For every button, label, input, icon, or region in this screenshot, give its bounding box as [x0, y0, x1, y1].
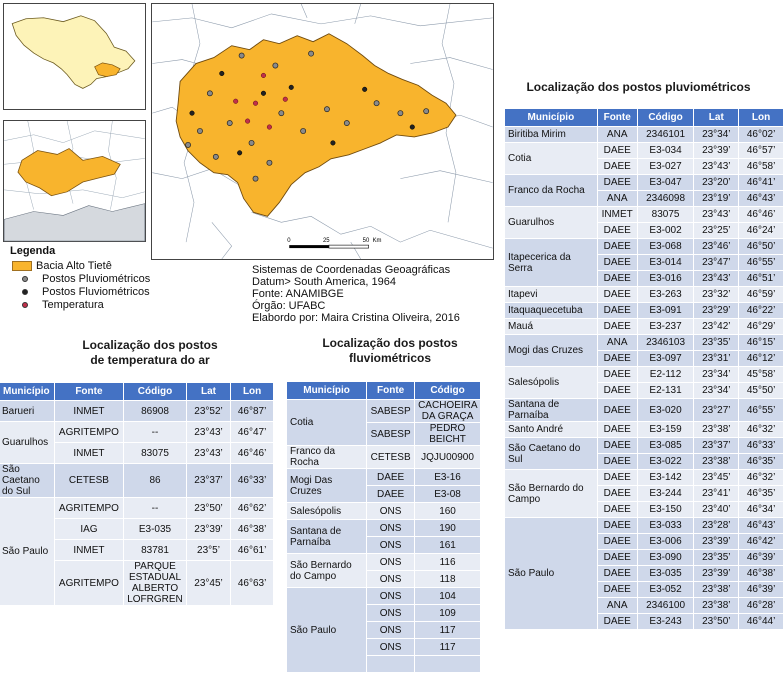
table-row: [0, 498, 274, 519]
lat-cell: 23°35’: [694, 550, 739, 566]
fonte-cell: SABESP: [367, 423, 415, 446]
credit-line: Sistemas de Coordenadas Geoagráficas: [252, 264, 451, 276]
municipality-cell: Barueri: [0, 401, 54, 422]
scale-label-50: 50: [362, 238, 370, 245]
fonte-cell: INMET: [54, 443, 124, 464]
municipality-cell: São Bernardo do Campo: [287, 554, 367, 588]
regional-map-svg: [4, 121, 145, 241]
codigo-cell: E3-142: [637, 470, 694, 486]
basin-regional: [18, 149, 120, 196]
codigo-cell: E3-035: [637, 566, 694, 582]
fonte-cell: ONS: [367, 605, 415, 622]
fonte-cell: AGRITEMPO: [54, 422, 124, 443]
fonte-cell: SABESP: [367, 400, 415, 423]
lon-cell: 46°63’: [231, 561, 274, 606]
table-row: [505, 207, 784, 223]
title-line: Localização dos postos: [322, 336, 458, 350]
codigo-cell: 83075: [637, 207, 694, 223]
legend-label: Bacia Alto Tietê: [36, 259, 112, 272]
table-row: [505, 175, 784, 191]
lat-cell: 23°43’: [694, 159, 739, 175]
lon-cell: 46°43’: [739, 518, 784, 534]
fonte-cell: IAG: [54, 519, 124, 540]
coastline: [4, 204, 145, 241]
table-row: [287, 400, 481, 423]
credit-line: Fonte: ANAMIBGE: [252, 288, 344, 300]
rain-station-dot-icon: [22, 276, 28, 282]
table-row: [505, 143, 784, 159]
municipality-cell: Guarulhos: [505, 207, 598, 239]
fonte-cell: [367, 656, 415, 673]
municipality-cell: Itapevi: [505, 287, 598, 303]
lon-cell: 45°58’: [739, 367, 784, 383]
codigo-cell: 190: [415, 520, 481, 537]
table-row: [287, 469, 481, 486]
lon-cell: 46°15’: [739, 335, 784, 351]
municipality-cell: São Paulo: [0, 498, 54, 606]
lat-cell: 23°50’: [694, 614, 739, 630]
fonte-cell: AGRITEMPO: [54, 498, 124, 519]
column-header: Código: [637, 109, 694, 127]
map-legend: [10, 245, 240, 311]
codigo-cell: 86908: [124, 401, 187, 422]
lat-cell: 23°38’: [694, 422, 739, 438]
column-header: Código: [124, 383, 187, 401]
fonte-cell: ONS: [367, 639, 415, 656]
codigo-cell: --: [124, 422, 187, 443]
table-row: [505, 335, 784, 351]
lat-cell: 23°20’: [694, 175, 739, 191]
fonte-cell: AGRITEMPO: [54, 561, 124, 606]
municipality-cell: Mogi das Cruzes: [505, 335, 598, 367]
lon-cell: 46°58’: [739, 159, 784, 175]
municipality-cell: São Paulo: [287, 588, 367, 673]
codigo-cell: E2-131: [637, 383, 694, 399]
codigo-cell: PARQUE ESTADUAL ALBERTO LOFRGREN: [124, 561, 187, 606]
lat-cell: 23°29’: [694, 303, 739, 319]
lat-cell: 23°34’: [694, 383, 739, 399]
lon-cell: 46°34’: [739, 502, 784, 518]
lat-cell: 23°47’: [694, 255, 739, 271]
fonte-cell: ONS: [367, 588, 415, 605]
codigo-cell: E3-020: [637, 399, 694, 422]
regional-map: [3, 120, 146, 242]
rain-stations-title: Localização dos postos pluviométricos: [526, 80, 751, 94]
table-row: [287, 520, 481, 537]
fonte-cell: ONS: [367, 571, 415, 588]
lat-cell: 23°42’: [694, 319, 739, 335]
lon-cell: 46°55’: [739, 255, 784, 271]
fonte-cell: DAEE: [597, 223, 637, 239]
lat-cell: 23°46’: [694, 239, 739, 255]
lon-cell: 46°44’: [739, 614, 784, 630]
table-row: [287, 446, 481, 469]
lon-cell: 46°33’: [231, 464, 274, 498]
lat-cell: 23°38’: [694, 582, 739, 598]
fonte-cell: DAEE: [597, 399, 637, 422]
municipality-cell: Santana de Parnaíba: [287, 520, 367, 554]
fonte-cell: DAEE: [597, 486, 637, 502]
lat-cell: 23°43’: [186, 422, 230, 443]
fonte-cell: DAEE: [597, 303, 637, 319]
codigo-cell: E3-097: [637, 351, 694, 367]
column-header: Lon: [231, 383, 274, 401]
sao-paulo-state-map: [3, 3, 146, 110]
lat-cell: 23°28’: [694, 518, 739, 534]
fonte-cell: CETESB: [54, 464, 124, 498]
codigo-cell: PEDRO BEICHT: [415, 423, 481, 446]
municipality-cell: São Caetano do Sul: [505, 438, 598, 470]
legend-title: Legenda: [10, 245, 56, 257]
scale-label-25: 25: [322, 238, 330, 245]
fonte-cell: DAEE: [597, 438, 637, 454]
column-header: Código: [415, 382, 481, 400]
fonte-cell: DAEE: [597, 367, 637, 383]
lon-cell: 45°50’: [739, 383, 784, 399]
fonte-cell: INMET: [597, 207, 637, 223]
codigo-cell: E3-16: [415, 469, 481, 486]
lat-cell: 23°43’: [694, 207, 739, 223]
lon-cell: 46°57’: [739, 143, 784, 159]
fonte-cell: DAEE: [597, 470, 637, 486]
table-row: [505, 438, 784, 454]
municipality-cell: Guarulhos: [0, 422, 54, 464]
column-header: Município: [505, 109, 598, 127]
lon-cell: 46°32’: [739, 470, 784, 486]
municipality-cell: Cotia: [287, 400, 367, 446]
codigo-cell: 83075: [124, 443, 187, 464]
temperature-stations-title: [40, 338, 260, 368]
table-row: [505, 367, 784, 383]
fonte-cell: DAEE: [597, 175, 637, 191]
lat-cell: 23°31’: [694, 351, 739, 367]
codigo-cell: 161: [415, 537, 481, 554]
codigo-cell: E3-035: [124, 519, 187, 540]
legend-item-basin: [10, 259, 240, 272]
codigo-cell: E3-033: [637, 518, 694, 534]
codigo-cell: 160: [415, 503, 481, 520]
fonte-cell: DAEE: [597, 566, 637, 582]
fonte-cell: ONS: [367, 520, 415, 537]
lat-cell: 23°19’: [694, 191, 739, 207]
codigo-cell: E3-002: [637, 223, 694, 239]
column-header: Município: [287, 382, 367, 400]
legend-item-flow: [10, 285, 240, 298]
lat-cell: 23°32’: [694, 287, 739, 303]
map-credits: [252, 264, 502, 324]
lat-cell: 23°39’: [694, 566, 739, 582]
table-row: [505, 422, 784, 438]
legend-label: Postos Fluviométricos: [42, 285, 150, 298]
codigo-cell: E3-047: [637, 175, 694, 191]
scale-label-km: Km: [372, 238, 382, 245]
fonte-cell: DAEE: [597, 518, 637, 534]
lat-cell: 23°39’: [186, 519, 230, 540]
table-row: [505, 319, 784, 335]
codigo-cell: E3-052: [637, 582, 694, 598]
lat-cell: 23°40’: [694, 502, 739, 518]
codigo-cell: 2346098: [637, 191, 694, 207]
credit-line: Órgão: UFABC: [252, 300, 326, 312]
codigo-cell: E3-243: [637, 614, 694, 630]
flow-stations-title: [290, 336, 490, 366]
fonte-cell: DAEE: [597, 422, 637, 438]
lat-cell: 23°25’: [694, 223, 739, 239]
lon-cell: 46°02’: [739, 127, 784, 143]
codigo-cell: E3-090: [637, 550, 694, 566]
municipality-cell: Biritiba Mirim: [505, 127, 598, 143]
table-row: [0, 464, 274, 498]
municipality-cell: Franco da Rocha: [287, 446, 367, 469]
fonte-cell: DAEE: [597, 550, 637, 566]
fonte-cell: DAEE: [597, 502, 637, 518]
credit-line: Datum> South America, 1964: [252, 276, 396, 288]
main-basin-map: [151, 3, 494, 260]
fonte-cell: DAEE: [367, 469, 415, 486]
title-line: fluviométricos: [348, 351, 432, 365]
fonte-cell: DAEE: [597, 582, 637, 598]
fonte-cell: ANA: [597, 335, 637, 351]
state-outline: [12, 16, 135, 89]
lon-cell: 46°55’: [739, 399, 784, 422]
lon-cell: 46°51’: [739, 271, 784, 287]
lon-cell: 46°28’: [739, 598, 784, 614]
municipality-cell: Santana de Parnaíba: [505, 399, 598, 422]
legend-item-rain: [10, 272, 240, 285]
codigo-cell: E3-08: [415, 486, 481, 503]
lat-cell: 23°39’: [694, 143, 739, 159]
table-row: [505, 399, 784, 422]
lat-cell: 23°35’: [694, 335, 739, 351]
codigo-cell: 116: [415, 554, 481, 571]
lon-cell: 46°41’: [739, 175, 784, 191]
municipality-cell: São Paulo: [505, 518, 598, 630]
municipality-cell: Mogi Das Cruzes: [287, 469, 367, 503]
lon-cell: 46°35’: [739, 454, 784, 470]
municipality-cell: Franco da Rocha: [505, 175, 598, 207]
table-row: [505, 239, 784, 255]
credit-line: Elabordo por: Maira Cristina Oliveira, 2016: [252, 312, 460, 324]
lon-cell: 46°61’: [231, 540, 274, 561]
codigo-cell: E3-085: [637, 438, 694, 454]
lon-cell: 46°62’: [231, 498, 274, 519]
municipality-cell: Mauá: [505, 319, 598, 335]
codigo-cell: CACHOEIRA DA GRAÇA: [415, 400, 481, 423]
fonte-cell: ONS: [367, 554, 415, 571]
lon-cell: 46°46’: [739, 207, 784, 223]
table-row: [505, 287, 784, 303]
table-row: [0, 401, 274, 422]
fonte-cell: INMET: [54, 540, 124, 561]
legend-item-temperature: [10, 298, 240, 311]
table-header-row: [287, 382, 481, 400]
lat-cell: 23°43’: [694, 271, 739, 287]
lat-cell: 23°5’: [186, 540, 230, 561]
fonte-cell: DAEE: [597, 319, 637, 335]
codigo-cell: E3-091: [637, 303, 694, 319]
lat-cell: 23°38’: [694, 598, 739, 614]
flow-station-dot-icon: [22, 289, 28, 295]
codigo-cell: E2-112: [637, 367, 694, 383]
codigo-cell: 83781: [124, 540, 187, 561]
lat-cell: 23°52’: [186, 401, 230, 422]
lat-cell: 23°39’: [694, 534, 739, 550]
fonte-cell: DAEE: [597, 287, 637, 303]
lat-cell: 23°34’: [694, 127, 739, 143]
lon-cell: 46°33’: [739, 438, 784, 454]
fonte-cell: DAEE: [597, 614, 637, 630]
lon-cell: 46°50’: [739, 239, 784, 255]
municipality-cell: São Bernardo do Campo: [505, 470, 598, 518]
codigo-cell: E3-027: [637, 159, 694, 175]
municipality-cell: Salesópolis: [505, 367, 598, 399]
fonte-cell: DAEE: [597, 271, 637, 287]
lon-cell: 46°22’: [739, 303, 784, 319]
fonte-cell: DAEE: [597, 239, 637, 255]
municipality-cell: Salesópolis: [287, 503, 367, 520]
fonte-cell: INMET: [54, 401, 124, 422]
lon-cell: 46°42’: [739, 534, 784, 550]
column-header: Lat: [694, 109, 739, 127]
lat-cell: 23°50’: [186, 498, 230, 519]
lon-cell: 46°39’: [739, 582, 784, 598]
codigo-cell: 118: [415, 571, 481, 588]
fonte-cell: DAEE: [597, 255, 637, 271]
column-header: Fonte: [597, 109, 637, 127]
fonte-cell: CETESB: [367, 446, 415, 469]
codigo-cell: 86: [124, 464, 187, 498]
codigo-cell: E3-016: [637, 271, 694, 287]
lon-cell: 46°43’: [739, 191, 784, 207]
lat-cell: 23°34’: [694, 367, 739, 383]
codigo-cell: 104: [415, 588, 481, 605]
table-row: [505, 518, 784, 534]
basin-swatch-icon: [12, 261, 32, 271]
lat-cell: 23°37’: [694, 438, 739, 454]
lat-cell: 23°27’: [694, 399, 739, 422]
table-row: [0, 422, 274, 443]
lon-cell: 46°47’: [231, 422, 274, 443]
fonte-cell: ANA: [597, 598, 637, 614]
lat-cell: 23°38’: [694, 454, 739, 470]
fonte-cell: DAEE: [597, 351, 637, 367]
codigo-cell: 117: [415, 622, 481, 639]
codigo-cell: E3-237: [637, 319, 694, 335]
column-header: Fonte: [54, 383, 124, 401]
legend-label: Temperatura: [42, 298, 104, 311]
codigo-cell: E3-034: [637, 143, 694, 159]
temperature-dot-icon: [22, 302, 28, 308]
codigo-cell: E3-244: [637, 486, 694, 502]
municipality-cell: Itaquaquecetuba: [505, 303, 598, 319]
municipality-cell: São Caetano do Sul: [0, 464, 54, 498]
codigo-cell: E3-022: [637, 454, 694, 470]
codigo-cell: E3-006: [637, 534, 694, 550]
municipality-cell: Cotia: [505, 143, 598, 175]
flow-stations-table: [286, 381, 481, 673]
codigo-cell: 2346101: [637, 127, 694, 143]
municipality-cell: Itapecerica da Serra: [505, 239, 598, 287]
scale-label-0: 0: [287, 238, 291, 245]
column-header: Lon: [739, 109, 784, 127]
state-map-svg: [4, 4, 145, 109]
temperature-stations-table: [0, 382, 274, 606]
fonte-cell: ONS: [367, 622, 415, 639]
column-header: Fonte: [367, 382, 415, 400]
fonte-cell: DAEE: [597, 159, 637, 175]
lon-cell: 46°46’: [231, 443, 274, 464]
lon-cell: 46°38’: [231, 519, 274, 540]
column-header: Município: [0, 383, 54, 401]
lon-cell: 46°24’: [739, 223, 784, 239]
lon-cell: 46°29’: [739, 319, 784, 335]
fonte-cell: ANA: [597, 191, 637, 207]
legend-label: Postos Pluviométricos: [42, 272, 151, 285]
column-header: Lat: [186, 383, 230, 401]
fonte-cell: DAEE: [367, 486, 415, 503]
codigo-cell: [415, 656, 481, 673]
codigo-cell: 2346103: [637, 335, 694, 351]
lat-cell: 23°37’: [186, 464, 230, 498]
table-row: [287, 588, 481, 605]
fonte-cell: DAEE: [597, 534, 637, 550]
table-row: [287, 554, 481, 571]
codigo-cell: E3-068: [637, 239, 694, 255]
scale-bar: [287, 238, 381, 248]
codigo-cell: E3-263: [637, 287, 694, 303]
lon-cell: 46°59’: [739, 287, 784, 303]
lon-cell: 46°39’: [739, 550, 784, 566]
title-line: de temperatura do ar: [90, 353, 210, 367]
main-map-svg: [152, 4, 493, 259]
table-header-row: [505, 109, 784, 127]
fonte-cell: ONS: [367, 537, 415, 554]
codigo-cell: --: [124, 498, 187, 519]
codigo-cell: 109: [415, 605, 481, 622]
codigo-cell: 2346100: [637, 598, 694, 614]
table-row: [505, 127, 784, 143]
basin-alto-tiete: [176, 34, 456, 217]
fonte-cell: ONS: [367, 503, 415, 520]
title-line: Localização dos postos: [82, 338, 218, 352]
fonte-cell: DAEE: [597, 383, 637, 399]
codigo-cell: E3-150: [637, 502, 694, 518]
fonte-cell: DAEE: [597, 454, 637, 470]
table-header-row: [0, 383, 274, 401]
lat-cell: 23°43’: [186, 443, 230, 464]
table-row: [505, 303, 784, 319]
codigo-cell: 117: [415, 639, 481, 656]
municipality-cell: Santo André: [505, 422, 598, 438]
lat-cell: 23°41’: [694, 486, 739, 502]
lon-cell: 46°87’: [231, 401, 274, 422]
lat-cell: 23°45’: [186, 561, 230, 606]
lon-cell: 46°38’: [739, 566, 784, 582]
rain-stations-table: [504, 108, 784, 630]
codigo-cell: JQJU00900: [415, 446, 481, 469]
lon-cell: 46°35’: [739, 486, 784, 502]
codigo-cell: E3-159: [637, 422, 694, 438]
fonte-cell: DAEE: [597, 143, 637, 159]
lon-cell: 46°32’: [739, 422, 784, 438]
codigo-cell: E3-014: [637, 255, 694, 271]
fonte-cell: ANA: [597, 127, 637, 143]
lat-cell: 23°45’: [694, 470, 739, 486]
table-row: [287, 503, 481, 520]
lon-cell: 46°12’: [739, 351, 784, 367]
table-row: [505, 470, 784, 486]
